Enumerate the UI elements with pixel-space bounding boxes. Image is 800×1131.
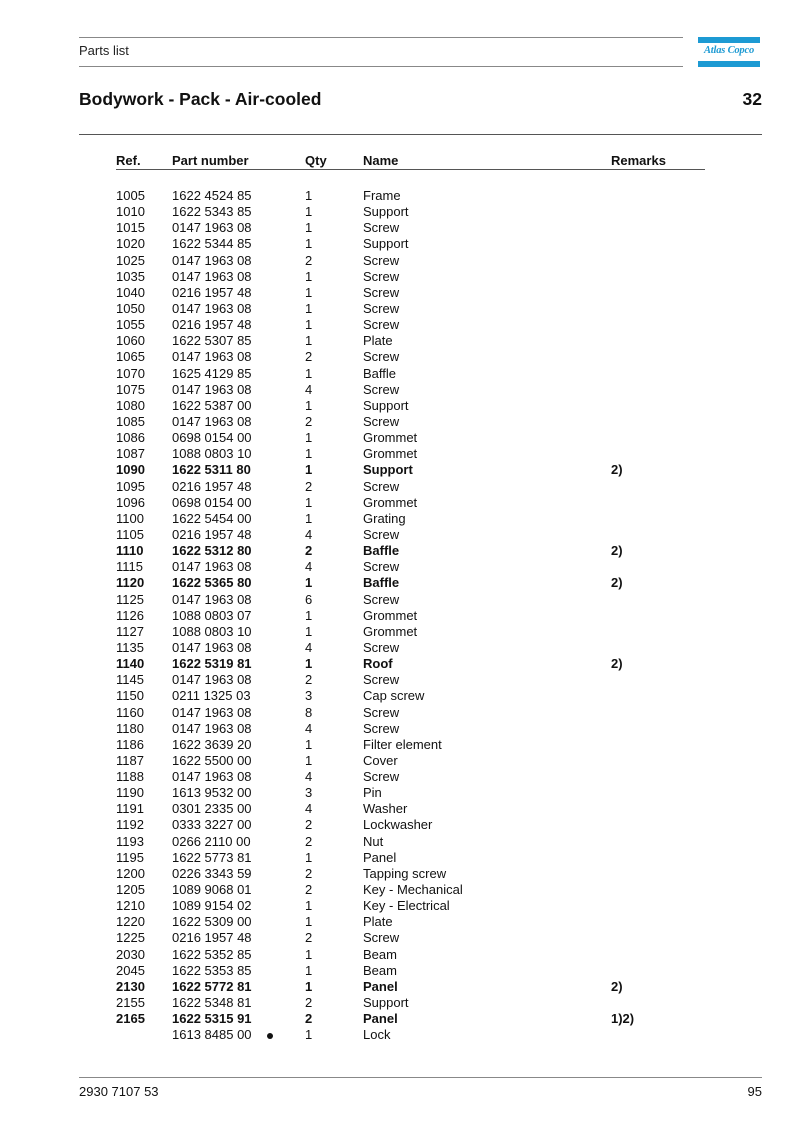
table-row: [0, 995, 800, 1011]
row-qty: 1: [305, 656, 313, 672]
row-name: Cap screw: [363, 688, 425, 704]
row-qty: 1: [305, 752, 313, 768]
row-name: Screw: [363, 639, 400, 655]
row-qty: 1: [305, 204, 313, 220]
row-ref: 2165: [116, 1011, 145, 1027]
column-header-remarks: Remarks: [611, 153, 666, 168]
footer-rule: [79, 1077, 762, 1078]
row-ref: 1025: [116, 252, 145, 268]
row-name: Lock: [363, 1027, 391, 1043]
row-part-number: 1622 5343 85: [172, 204, 252, 220]
row-qty: 1: [305, 462, 313, 478]
row-name: Screw: [363, 478, 400, 494]
section-label: Parts list: [79, 43, 129, 58]
row-qty: 4: [305, 381, 313, 397]
row-part-number: 1088 0803 07: [172, 607, 252, 623]
row-qty: 1: [305, 365, 313, 381]
row-part-number: 0147 1963 08: [172, 769, 252, 785]
table-row: [0, 640, 800, 656]
row-name: Screw: [363, 349, 400, 365]
row-ref: 1187: [116, 752, 144, 768]
table-row: [0, 285, 800, 301]
row-qty: 1: [305, 333, 313, 349]
table-row: [0, 430, 800, 446]
row-qty: 3: [305, 688, 313, 704]
row-ref: 1100: [116, 510, 144, 526]
table-row: [0, 559, 800, 575]
section-number: 32: [742, 89, 762, 109]
document-number: 2930 7107 53: [79, 1084, 159, 1099]
row-name: Screw: [363, 252, 400, 268]
row-qty: 1: [305, 914, 313, 930]
column-header-ref: Ref.: [116, 153, 141, 168]
row-ref: 1210: [116, 898, 145, 914]
row-ref: 1205: [116, 882, 145, 898]
table-row: [0, 527, 800, 543]
row-part-number: 0211 1325 03: [172, 688, 251, 704]
row-qty: 2: [305, 865, 313, 881]
row-name: Screw: [363, 317, 400, 333]
row-ref: 2130: [116, 978, 145, 994]
row-ref: 1126: [116, 607, 144, 623]
row-part-number: 1613 9532 00: [172, 785, 252, 801]
table-row: [0, 414, 800, 430]
row-ref: 1190: [116, 785, 144, 801]
table-row: [0, 462, 800, 478]
row-ref: 1075: [116, 381, 145, 397]
row-name: Screw: [363, 413, 400, 429]
row-name: Support: [363, 204, 409, 220]
table-row: [0, 979, 800, 995]
row-part-number: 0147 1963 08: [172, 720, 252, 736]
row-part-number: 0147 1963 08: [172, 559, 252, 575]
row-qty: 2: [305, 543, 313, 559]
row-ref: 1192: [116, 817, 144, 833]
row-qty: 2: [305, 349, 313, 365]
table-row: [0, 317, 800, 333]
row-name: Grommet: [363, 623, 418, 639]
row-ref: 1080: [116, 397, 145, 413]
row-ref: 1085: [116, 413, 145, 429]
row-ref: 2045: [116, 962, 145, 978]
row-qty: 2: [305, 1011, 313, 1027]
row-ref: 1065: [116, 349, 145, 365]
table-row: [0, 1027, 800, 1043]
row-part-number: 1625 4129 85: [172, 365, 252, 381]
row-qty: 1: [305, 446, 313, 462]
table-row: [0, 947, 800, 963]
row-ref: 1127: [116, 623, 144, 639]
row-name: Key - Mechanical: [363, 882, 463, 898]
row-qty: 1: [305, 317, 313, 333]
row-qty: 4: [305, 720, 313, 736]
table-row: [0, 672, 800, 688]
row-name: Plate: [363, 914, 393, 930]
row-ref: 1005: [116, 188, 145, 203]
table-row: [0, 930, 800, 946]
row-qty: 2: [305, 930, 313, 946]
row-part-number: 0147 1963 08: [172, 591, 252, 607]
row-name: Plate: [363, 333, 393, 349]
row-part-number: 0147 1963 08: [172, 268, 252, 284]
table-row: [0, 511, 800, 527]
row-remarks: 2): [611, 978, 623, 994]
row-ref: 1040: [116, 284, 145, 300]
row-ref: 1055: [116, 317, 145, 333]
row-ref: 1188: [116, 769, 144, 785]
row-name: Beam: [363, 946, 397, 962]
row-part-number: 1622 5348 81: [172, 995, 252, 1011]
row-part-number: 0216 1957 48: [172, 526, 252, 542]
row-ref: 1060: [116, 333, 145, 349]
row-ref: 1195: [116, 849, 144, 865]
row-name: Baffle: [363, 543, 400, 559]
table-row: [0, 204, 800, 220]
row-qty: 2: [305, 413, 313, 429]
row-qty: 1: [305, 607, 313, 623]
row-name: Nut: [363, 833, 384, 849]
row-qty: 2: [305, 817, 313, 833]
row-qty: 1: [305, 284, 313, 300]
row-name: Screw: [363, 591, 400, 607]
row-part-number: 0216 1957 48: [172, 930, 252, 946]
table-row: [0, 543, 800, 559]
row-qty: 1: [305, 849, 313, 865]
column-header-part-number: Part number: [172, 153, 249, 168]
header-rule-top: [79, 37, 683, 38]
row-part-number: 0147 1963 08: [172, 381, 252, 397]
logo-wordmark: Atlas Copco: [703, 45, 754, 56]
row-ref: 1070: [116, 365, 145, 381]
table-row: [0, 850, 800, 866]
row-part-number: 0147 1963 08: [172, 672, 252, 688]
table-row: [0, 705, 800, 721]
table-row: [0, 446, 800, 462]
logo-bar-bottom: [698, 61, 760, 67]
row-name: Beam: [363, 962, 397, 978]
row-qty: 8: [305, 704, 313, 720]
row-part-number: 1622 5307 85: [172, 333, 252, 349]
table-row: [0, 333, 800, 349]
row-qty: 1: [305, 1027, 313, 1043]
row-ref: 1110: [116, 543, 144, 559]
row-ref: 1105: [116, 526, 144, 542]
row-ref: 1095: [116, 478, 145, 494]
table-row: [0, 963, 800, 979]
row-ref: 1186: [116, 736, 144, 752]
row-name: Screw: [363, 704, 400, 720]
table-row: [0, 769, 800, 785]
row-qty: 1: [305, 268, 313, 284]
row-ref: 1145: [116, 672, 144, 688]
row-part-number: 0301 2335 00: [172, 801, 252, 817]
row-name: Screw: [363, 268, 400, 284]
row-ref: 1220: [116, 914, 145, 930]
atlas-copco-logo: [698, 37, 760, 67]
row-ref: 1086: [116, 430, 145, 446]
row-qty: 1: [305, 575, 313, 591]
row-part-number: 1622 5387 00: [172, 397, 252, 413]
row-ref: 2030: [116, 946, 145, 962]
row-qty: 1: [305, 236, 313, 252]
row-name: Roof: [363, 656, 393, 672]
row-qty: 2: [305, 833, 313, 849]
row-part-number: 0147 1963 08: [172, 413, 252, 429]
row-qty: 4: [305, 639, 313, 655]
table-row: [0, 1011, 800, 1027]
table-row: [0, 656, 800, 672]
row-name: Screw: [363, 769, 400, 785]
table-row: [0, 753, 800, 769]
row-qty: 1: [305, 220, 313, 236]
row-name: Support: [363, 236, 409, 252]
row-part-number: 0226 3343 59: [172, 865, 252, 881]
row-ref: 1087: [116, 446, 145, 462]
table-row: [0, 737, 800, 753]
row-part-number: 1622 5309 00: [172, 914, 252, 930]
row-qty: 3: [305, 785, 313, 801]
column-header-rule: [116, 169, 705, 170]
row-qty: 2: [305, 882, 313, 898]
row-ref: 1015: [116, 220, 145, 236]
row-qty: 1: [305, 188, 313, 203]
table-row: [0, 398, 800, 414]
row-ref: 1225: [116, 930, 145, 946]
row-qty: 2: [305, 995, 313, 1011]
row-ref: 1096: [116, 494, 145, 510]
table-row: [0, 592, 800, 608]
row-name: Screw: [363, 720, 400, 736]
table-row: [0, 785, 800, 801]
row-ref: 1090: [116, 462, 145, 478]
table-row: [0, 349, 800, 365]
row-remarks: 2): [611, 656, 623, 672]
column-header-name: Name: [363, 153, 399, 168]
row-qty: 4: [305, 526, 313, 542]
row-name: Grating: [363, 510, 406, 526]
table-row: [0, 817, 800, 833]
table-row: [0, 188, 800, 204]
row-part-number: 0147 1963 08: [172, 639, 252, 655]
row-part-number: 0333 3227 00: [172, 817, 252, 833]
table-row: [0, 688, 800, 704]
row-qty: 6: [305, 591, 313, 607]
row-name: Support: [363, 995, 409, 1011]
page-number: 95: [747, 1084, 762, 1099]
row-ref: 1193: [116, 833, 144, 849]
row-ref: 1135: [116, 639, 144, 655]
row-part-number: 1622 5773 81: [172, 849, 252, 865]
table-row: [0, 382, 800, 398]
row-part-number: 0698 0154 00: [172, 430, 252, 446]
row-part-number: 0147 1963 08: [172, 349, 252, 365]
row-qty: 4: [305, 559, 313, 575]
table-row: [0, 834, 800, 850]
row-qty: 1: [305, 623, 313, 639]
row-qty: 4: [305, 801, 313, 817]
row-ref: 1115: [116, 559, 143, 575]
row-ref: 1125: [116, 591, 144, 607]
row-ref: 1050: [116, 300, 145, 316]
row-qty: 2: [305, 672, 313, 688]
row-qty: 1: [305, 300, 313, 316]
table-row: [0, 269, 800, 285]
table-row: [0, 898, 800, 914]
row-name: Filter element: [363, 736, 442, 752]
row-part-number: 1622 5344 85: [172, 236, 252, 252]
row-name: Baffle: [363, 575, 400, 591]
row-qty: 1: [305, 978, 313, 994]
table-row: [0, 608, 800, 624]
row-name: Screw: [363, 220, 400, 236]
parts-table: [0, 188, 800, 1043]
row-remarks: 2): [611, 543, 623, 559]
row-name: Screw: [363, 930, 400, 946]
title-rule: [79, 134, 762, 135]
row-ref: 1160: [116, 704, 144, 720]
row-ref: 1010: [116, 204, 145, 220]
row-name: Panel: [363, 1011, 398, 1027]
header-rule-bottom: [79, 66, 683, 67]
row-part-number: 1089 9154 02: [172, 898, 252, 914]
row-part-number: 1622 5772 81: [172, 978, 252, 994]
row-name: Panel: [363, 978, 398, 994]
row-ref: 2155: [116, 995, 145, 1011]
page-title: Bodywork - Pack - Air-cooled: [79, 89, 322, 109]
row-part-number: 1088 0803 10: [172, 623, 252, 639]
row-ref: 1140: [116, 656, 145, 672]
row-name: Grommet: [363, 607, 418, 623]
row-name: Key - Electrical: [363, 898, 450, 914]
row-name: Cover: [363, 752, 398, 768]
row-part-number: 0266 2110 00: [172, 833, 251, 849]
row-part-number: 1088 0803 10: [172, 446, 252, 462]
row-qty: 1: [305, 510, 313, 526]
row-name: Support: [363, 462, 413, 478]
row-qty: 1: [305, 430, 313, 446]
row-qty: 4: [305, 769, 313, 785]
table-row: [0, 236, 800, 252]
row-name: Panel: [363, 849, 397, 865]
row-ref: 1150: [116, 688, 144, 704]
row-name: Frame: [363, 188, 401, 203]
row-name: Screw: [363, 381, 400, 397]
row-part-number: 0216 1957 48: [172, 317, 252, 333]
row-part-number: 1622 3639 20: [172, 736, 252, 752]
row-ref: 1020: [116, 236, 145, 252]
row-name: Baffle: [363, 365, 397, 381]
row-name: Washer: [363, 801, 408, 817]
row-ref: 1200: [116, 865, 145, 881]
row-part-number: 0147 1963 08: [172, 704, 252, 720]
row-qty: 1: [305, 397, 313, 413]
row-name: Screw: [363, 300, 400, 316]
row-ref: 1191: [116, 801, 144, 817]
row-name: Tapping screw: [363, 865, 447, 881]
row-name: Screw: [363, 526, 400, 542]
row-name: Screw: [363, 559, 400, 575]
column-header-qty: Qty: [305, 153, 327, 168]
table-row: [0, 914, 800, 930]
row-part-number: 0147 1963 08: [172, 300, 252, 316]
row-name: Grommet: [363, 446, 418, 462]
row-part-number: 1622 5500 00: [172, 752, 252, 768]
row-part-number: 1622 5312 80: [172, 543, 252, 559]
row-part-number: 1622 5365 80: [172, 575, 252, 591]
row-part-number: 0698 0154 00: [172, 494, 252, 510]
row-part-number: 0147 1963 08: [172, 220, 252, 236]
row-part-number: 1622 5454 00: [172, 510, 252, 526]
row-part-number: 0216 1957 48: [172, 478, 252, 494]
row-part-number: 1622 5352 85: [172, 946, 252, 962]
row-remarks: 1)2): [611, 1011, 635, 1027]
row-part-number: 1622 5353 85: [172, 962, 252, 978]
row-name: Grommet: [363, 430, 418, 446]
row-name: Screw: [363, 672, 400, 688]
row-qty: 2: [305, 478, 313, 494]
row-qty: 1: [305, 736, 313, 752]
row-remarks: 2): [611, 462, 623, 478]
table-row: [0, 220, 800, 236]
table-row: [0, 721, 800, 737]
row-part-number: 1622 5311 80: [172, 462, 251, 478]
bullet-icon: [267, 1027, 273, 1043]
table-row: [0, 366, 800, 382]
row-part-number: 1089 9068 01: [172, 882, 252, 898]
row-part-number: 0216 1957 48: [172, 284, 252, 300]
row-qty: 1: [305, 962, 313, 978]
row-ref: 1035: [116, 268, 145, 284]
row-part-number: 1622 5319 81: [172, 656, 252, 672]
row-name: Lockwasher: [363, 817, 433, 833]
row-part-number: 1622 5315 91: [172, 1011, 252, 1027]
row-qty: 1: [305, 946, 313, 962]
table-row: [0, 624, 800, 640]
row-ref: 1180: [116, 720, 144, 736]
logo-bar-top: [698, 37, 760, 43]
table-row: [0, 575, 800, 591]
table-row: [0, 301, 800, 317]
row-ref: 1120: [116, 575, 145, 591]
table-row: [0, 495, 800, 511]
table-row: [0, 866, 800, 882]
row-qty: 2: [305, 252, 313, 268]
row-name: Grommet: [363, 494, 418, 510]
table-row: [0, 253, 800, 269]
row-qty: 1: [305, 494, 313, 510]
row-name: Screw: [363, 284, 400, 300]
row-part-number: 0147 1963 08: [172, 252, 252, 268]
row-remarks: 2): [611, 575, 623, 591]
table-row: [0, 801, 800, 817]
row-name: Pin: [363, 785, 382, 801]
row-qty: 1: [305, 898, 313, 914]
table-row: [0, 882, 800, 898]
table-row: [0, 479, 800, 495]
row-part-number: 1613 8485 00: [172, 1027, 252, 1043]
row-part-number: 1622 4524 85: [172, 188, 252, 203]
row-name: Support: [363, 397, 409, 413]
